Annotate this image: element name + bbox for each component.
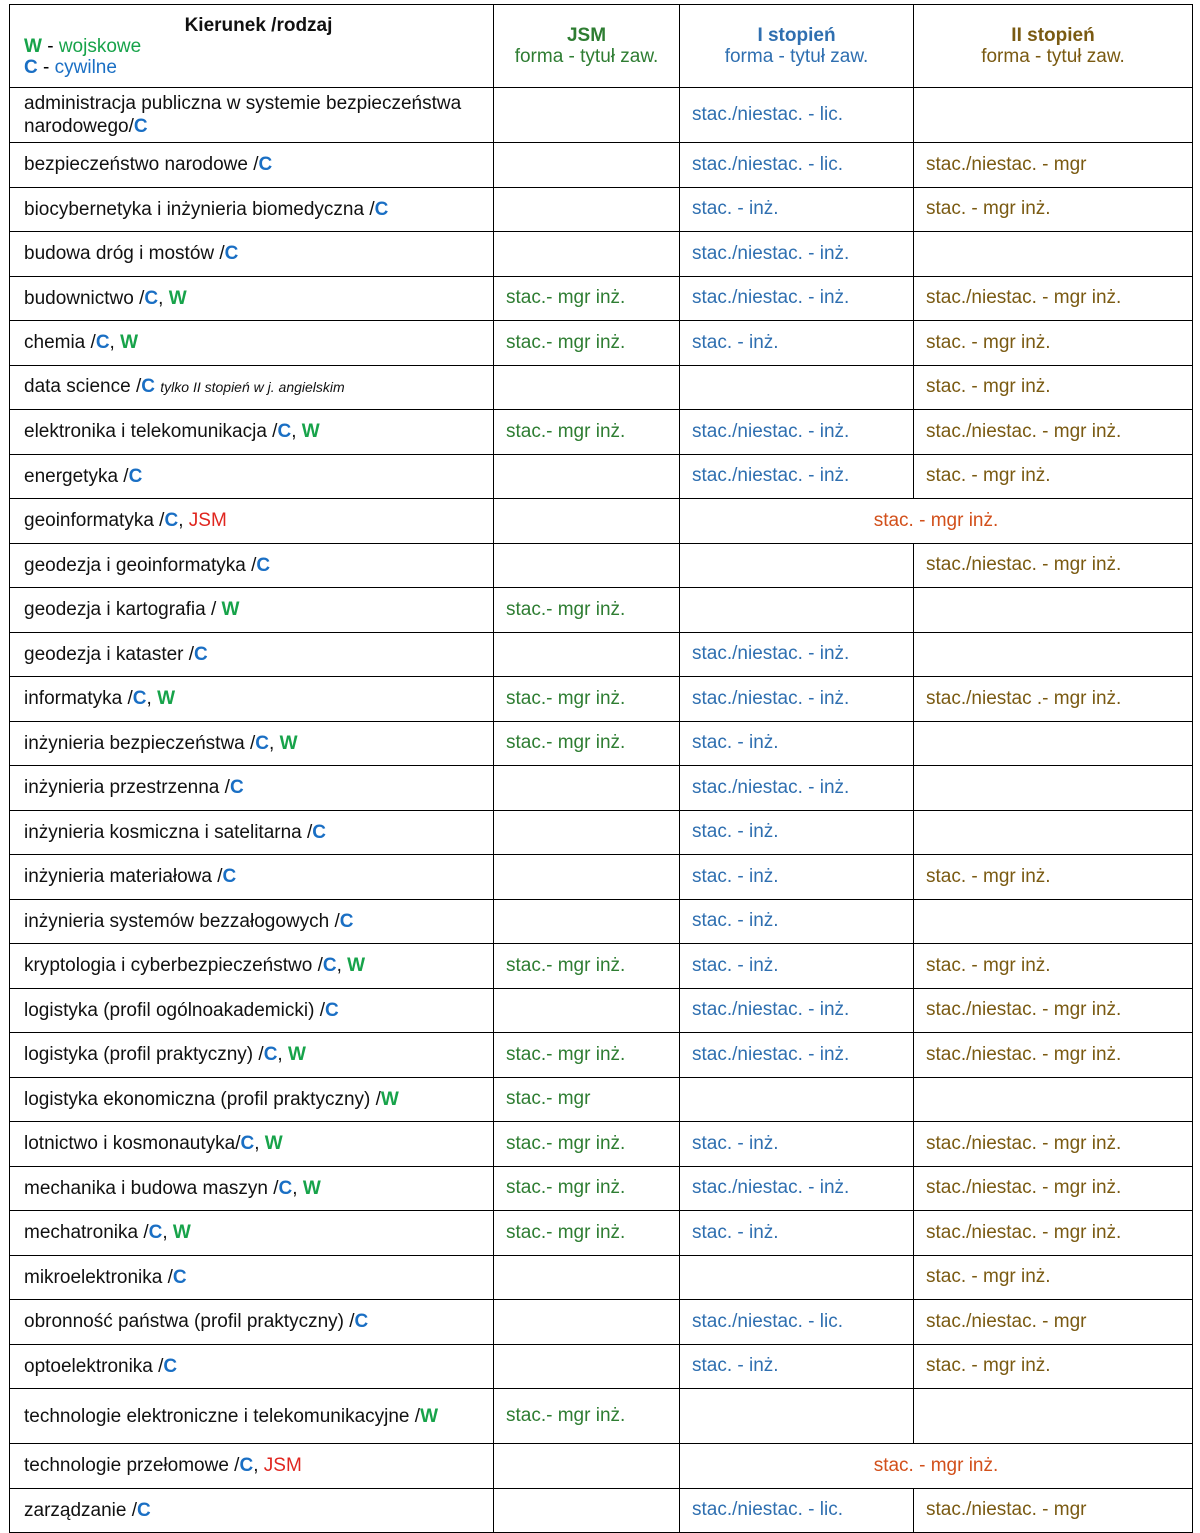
type-tag-c: C <box>263 1044 278 1066</box>
programs-table-wrapper <box>9 4 1192 1533</box>
program-name: inżynieria systemów bezzałogowych / <box>24 910 340 932</box>
table-row <box>10 1077 1193 1122</box>
stopien2-cell: stac. - mgr inż. <box>914 454 1193 499</box>
type-tag-w: W <box>172 1222 191 1244</box>
header-stopien2 <box>914 5 1193 88</box>
stopien2-cell: stac./niestac. - mgr <box>914 1300 1193 1345</box>
tag-separator: , <box>292 1177 303 1199</box>
stopien1-cell <box>680 588 914 633</box>
program-name: geodezja i geoinformatyka / <box>24 554 257 576</box>
program-name: inżynieria materiałowa / <box>24 866 223 888</box>
tag-separator: , <box>277 1044 288 1066</box>
jsm-cell <box>494 1300 680 1345</box>
type-tag-c: C <box>172 1266 187 1288</box>
table-row <box>10 677 1193 722</box>
type-tag-w: W <box>157 688 175 710</box>
stopien1-cell: stac./niestac. - lic. <box>680 143 914 188</box>
jsm-cell <box>494 454 680 499</box>
type-tag-jsm: JSM <box>263 1455 302 1477</box>
stopien1-cell: stac. - inż. <box>680 721 914 766</box>
stopien2-cell: stac. - mgr inż. <box>914 321 1193 366</box>
program-name: mechatronika / <box>24 1222 149 1244</box>
program-name: bezpieczeństwo narodowe / <box>24 154 259 176</box>
stopien2-cell: stac. - mgr inż. <box>914 944 1193 989</box>
program-name: technologie przełomowe / <box>24 1455 240 1477</box>
type-tag-w: W <box>120 332 139 354</box>
stopien1-cell <box>680 1389 914 1444</box>
type-tag-c: C <box>312 821 327 843</box>
type-tag-c: C <box>239 1455 254 1477</box>
header-stopien1-title: I stopień <box>757 25 836 46</box>
stopien2-cell <box>914 810 1193 855</box>
type-tag-c: C <box>354 1311 369 1333</box>
program-name-cell <box>10 944 494 989</box>
stopien1-cell <box>680 1255 914 1300</box>
header-kierunek-title: Kierunek /rodzaj <box>184 14 333 36</box>
stopien1-cell: stac./niestac. - lic. <box>680 88 914 143</box>
type-tag-c: C <box>137 1499 151 1521</box>
stopien1-cell: stac./niestac. - inż. <box>680 1033 914 1078</box>
stopien2-cell: stac. - mgr inż. <box>914 855 1193 900</box>
stopien2-cell: stac. - mgr inż. <box>914 187 1193 232</box>
stopien1-cell: stac. - inż. <box>680 944 914 989</box>
program-name-cell <box>10 454 494 499</box>
program-name-cell <box>10 88 494 143</box>
type-tag-w: W <box>279 732 298 754</box>
type-tag-c: C <box>255 732 270 754</box>
jsm-cell <box>494 899 680 944</box>
table-row <box>10 855 1193 900</box>
program-name: biocybernetyka i inżynieria biomedyczna / <box>24 198 375 220</box>
program-name-cell <box>10 1300 494 1345</box>
table-row <box>10 632 1193 677</box>
jsm-cell: stac.- mgr inż. <box>494 321 680 366</box>
program-name-cell <box>10 1444 494 1489</box>
stopien2-cell <box>914 88 1193 143</box>
jsm-cell: stac.- mgr inż. <box>494 1033 680 1078</box>
program-name: mikroelektronika / <box>24 1266 173 1288</box>
type-tag-c: C <box>322 955 337 977</box>
merged-stopien-cell: stac. - mgr inż. <box>680 1444 1193 1489</box>
table-row <box>10 232 1193 277</box>
jsm-cell <box>494 143 680 188</box>
stopien2-cell <box>914 232 1193 277</box>
type-tag-w: W <box>264 1133 283 1155</box>
stopien1-cell: stac./niestac. - inż. <box>680 1166 914 1211</box>
stopien2-cell: stac./niestac. - mgr inż. <box>914 1211 1193 1256</box>
table-row <box>10 276 1193 321</box>
program-name: energetyka / <box>24 465 129 487</box>
table-row <box>10 454 1193 499</box>
tag-separator: , <box>178 510 189 532</box>
jsm-cell <box>494 365 680 410</box>
program-name-cell <box>10 1344 494 1389</box>
header-jsm <box>494 5 680 88</box>
jsm-cell: stac.- mgr inż. <box>494 1389 680 1444</box>
stopien1-cell <box>680 365 914 410</box>
program-name: elektronika i telekomunikacja / <box>24 421 278 443</box>
type-tag-c: C <box>132 688 147 710</box>
legend-c <box>24 57 117 78</box>
program-name: inżynieria bezpieczeństwa / <box>24 732 256 754</box>
type-tag-w: W <box>287 1044 306 1066</box>
program-name-cell <box>10 810 494 855</box>
tag-separator: , <box>109 332 121 354</box>
stopien1-cell: stac./niestac. - inż. <box>680 766 914 811</box>
table-header-row <box>10 5 1193 88</box>
tag-separator: , <box>146 688 158 710</box>
jsm-cell: stac.- mgr inż. <box>494 1211 680 1256</box>
jsm-cell <box>494 88 680 143</box>
type-tag-c: C <box>163 1355 178 1377</box>
jsm-cell: stac.- mgr <box>494 1077 680 1122</box>
program-name: administracja publiczna w systemie bezpieczeństwa narodowego/ <box>24 93 462 137</box>
type-tag-c: C <box>278 1177 293 1199</box>
program-name-cell <box>10 588 494 633</box>
table-row <box>10 988 1193 1033</box>
type-tag-w: W <box>302 1177 321 1199</box>
jsm-cell <box>494 1488 680 1533</box>
program-name-cell <box>10 677 494 722</box>
type-tag-c: C <box>258 154 273 176</box>
program-name-cell <box>10 855 494 900</box>
stopien1-cell <box>680 1077 914 1122</box>
program-name-cell <box>10 1211 494 1256</box>
type-tag-c: C <box>148 1222 163 1244</box>
program-name-cell <box>10 721 494 766</box>
header-stopien1-sub: forma - tytuł zaw. <box>724 46 869 67</box>
table-row <box>10 810 1193 855</box>
program-name-cell <box>10 1033 494 1078</box>
program-name-cell <box>10 499 494 544</box>
stopien1-cell: stac. - inż. <box>680 1122 914 1167</box>
stopien2-cell: stac./niestac. - mgr inż. <box>914 1166 1193 1211</box>
stopien1-cell <box>680 543 914 588</box>
type-tag-c: C <box>374 198 389 220</box>
program-name-cell <box>10 187 494 232</box>
program-name-cell <box>10 321 494 366</box>
table-row <box>10 88 1193 143</box>
program-name: obronność państwa (profil praktyczny) / <box>24 1311 355 1333</box>
stopien2-cell: stac. - mgr inż. <box>914 1255 1193 1300</box>
program-name-cell <box>10 232 494 277</box>
program-name-cell <box>10 766 494 811</box>
program-name: data science / <box>24 376 142 398</box>
stopien2-cell: stac./niestac. - mgr inż. <box>914 988 1193 1033</box>
stopien2-cell: stac./niestac. - mgr inż. <box>914 276 1193 321</box>
tag-separator: , <box>336 955 348 977</box>
jsm-cell <box>494 810 680 855</box>
type-tag-c: C <box>324 999 339 1021</box>
type-tag-w: W <box>420 1405 438 1427</box>
program-name-cell <box>10 410 494 455</box>
jsm-cell: stac.- mgr inż. <box>494 276 680 321</box>
stopien1-cell: stac./niestac. - inż. <box>680 454 914 499</box>
type-tag-c: C <box>133 116 148 137</box>
program-name: mechanika i budowa maszyn / <box>24 1177 279 1199</box>
stopien1-cell: stac./niestac. - inż. <box>680 232 914 277</box>
header-jsm-title: JSM <box>566 25 607 46</box>
stopien1-cell: stac./niestac. - lic. <box>680 1488 914 1533</box>
stopien1-cell: stac./niestac. - inż. <box>680 988 914 1033</box>
table-row <box>10 1166 1193 1211</box>
stopien2-cell: stac./niestac. - mgr <box>914 143 1193 188</box>
table-row <box>10 1255 1193 1300</box>
program-name: budowa dróg i mostów / <box>24 243 225 265</box>
jsm-cell: stac.- mgr inż. <box>494 677 680 722</box>
jsm-cell: stac.- mgr inż. <box>494 721 680 766</box>
stopien1-cell: stac. - inż. <box>680 899 914 944</box>
stopien1-cell: stac. - inż. <box>680 1344 914 1389</box>
legend-c-label: cywilne <box>54 56 117 78</box>
table-body <box>10 88 1193 1533</box>
program-name-cell <box>10 1166 494 1211</box>
jsm-cell <box>494 1255 680 1300</box>
legend-w <box>24 36 141 57</box>
table-row <box>10 899 1193 944</box>
jsm-cell <box>494 988 680 1033</box>
jsm-cell <box>494 632 680 677</box>
program-name: logistyka (profil ogólnoakademicki) / <box>24 999 325 1021</box>
header-jsm-sub: forma - tytuł zaw. <box>514 46 659 67</box>
program-name: logistyka (profil praktyczny) / <box>24 1044 264 1066</box>
program-name-cell <box>10 1255 494 1300</box>
type-tag-w: W <box>301 421 320 443</box>
program-name-cell <box>10 276 494 321</box>
stopien2-cell: stac./niestac. - mgr <box>914 1488 1193 1533</box>
stopien2-cell <box>914 1389 1193 1444</box>
table-row <box>10 1211 1193 1256</box>
program-name: logistyka ekonomiczna (profil praktyczny) / <box>24 1088 381 1110</box>
program-name: geodezja i kataster / <box>24 643 195 665</box>
header-kierunek <box>10 5 494 88</box>
header-stopien2-title: II stopień <box>1011 25 1095 46</box>
type-tag-c: C <box>256 554 271 576</box>
jsm-cell: stac.- mgr inż. <box>494 944 680 989</box>
stopien2-cell: stac./niestac. - mgr inż. <box>914 543 1193 588</box>
program-name: chemia / <box>24 332 96 354</box>
type-tag-c: C <box>128 465 143 487</box>
type-tag-c: C <box>339 910 354 932</box>
stopien2-cell: stac./niestac. - mgr inż. <box>914 410 1193 455</box>
type-tag-c: C <box>224 243 239 265</box>
legend-c-key: C <box>24 56 38 78</box>
table-row <box>10 1300 1193 1345</box>
stopien1-cell: stac./niestac. - inż. <box>680 632 914 677</box>
stopien1-cell: stac./niestac. - lic. <box>680 1300 914 1345</box>
program-name-cell <box>10 1389 494 1444</box>
table-row <box>10 543 1193 588</box>
header-stopien2-sub: forma - tytuł zaw. <box>981 46 1125 67</box>
tag-separator: , <box>269 732 280 754</box>
jsm-cell: stac.- mgr inż. <box>494 410 680 455</box>
table-row <box>10 187 1193 232</box>
program-name-cell <box>10 1488 494 1533</box>
program-name-cell <box>10 1122 494 1167</box>
type-tag-w: W <box>168 287 187 309</box>
program-name: technologie elektroniczne i telekomunikacyjne / <box>24 1405 421 1427</box>
stopien2-cell <box>914 1077 1193 1122</box>
jsm-cell <box>494 499 680 544</box>
tag-separator: , <box>253 1455 264 1477</box>
table-row <box>10 721 1193 766</box>
type-tag-c: C <box>194 643 208 665</box>
type-tag-c: C <box>95 332 110 354</box>
legend-w-key: W <box>24 35 42 57</box>
stopien1-cell: stac./niestac. - inż. <box>680 276 914 321</box>
type-tag-c: C <box>222 866 237 888</box>
type-tag-c: C <box>144 287 159 309</box>
table-row <box>10 499 1193 544</box>
program-name-cell <box>10 543 494 588</box>
table-row <box>10 410 1193 455</box>
table-row <box>10 766 1193 811</box>
program-name: optoelektronika / <box>24 1355 164 1377</box>
tag-separator: , <box>254 1133 265 1155</box>
table-row <box>10 321 1193 366</box>
tag-separator: , <box>162 1222 173 1244</box>
jsm-cell <box>494 187 680 232</box>
table-row <box>10 143 1193 188</box>
program-name-cell <box>10 1077 494 1122</box>
header-stopien1 <box>680 5 914 88</box>
program-name-cell <box>10 143 494 188</box>
program-name: geoinformatyka / <box>24 510 165 532</box>
program-name: inżynieria przestrzenna / <box>24 777 230 799</box>
stopien1-cell: stac./niestac. - inż. <box>680 410 914 455</box>
stopien1-cell: stac. - inż. <box>680 810 914 855</box>
legend-w-label: wojskowe <box>58 35 142 57</box>
table-row <box>10 365 1193 410</box>
jsm-cell: stac.- mgr inż. <box>494 1122 680 1167</box>
type-tag-c: C <box>240 1133 255 1155</box>
stopien1-cell: stac. - inż. <box>680 321 914 366</box>
stopien2-cell <box>914 766 1193 811</box>
jsm-cell <box>494 1444 680 1489</box>
jsm-cell: stac.- mgr inż. <box>494 1166 680 1211</box>
table-row <box>10 1344 1193 1389</box>
stopien2-cell <box>914 721 1193 766</box>
stopien2-cell: stac./niestac. - mgr inż. <box>914 1033 1193 1078</box>
merged-stopien-cell: stac. - mgr inż. <box>680 499 1193 544</box>
jsm-cell <box>494 766 680 811</box>
table-row <box>10 1122 1193 1167</box>
type-tag-w: W <box>347 955 366 977</box>
jsm-cell <box>494 855 680 900</box>
table-row <box>10 1488 1193 1533</box>
stopien1-cell: stac. - inż. <box>680 187 914 232</box>
program-name-cell <box>10 899 494 944</box>
program-name: kryptologia i cyberbezpieczeństwo / <box>24 955 323 977</box>
program-name: geodezja i kartografia / <box>24 599 222 621</box>
stopien2-cell <box>914 899 1193 944</box>
jsm-cell <box>494 543 680 588</box>
program-name-cell <box>10 365 494 410</box>
program-note: tylko II stopień w j. angielskim <box>160 379 345 396</box>
tag-separator: , <box>291 421 302 443</box>
jsm-cell: stac.- mgr inż. <box>494 588 680 633</box>
stopien1-cell: stac./niestac. - inż. <box>680 677 914 722</box>
table-row <box>10 1389 1193 1444</box>
legend-w-sep: - <box>41 35 59 57</box>
tag-separator: , <box>158 287 169 309</box>
table-row <box>10 1444 1193 1489</box>
type-tag-w: W <box>380 1088 399 1110</box>
type-tag-c: C <box>229 777 244 799</box>
stopien2-cell <box>914 588 1193 633</box>
program-name: inżynieria kosmiczna i satelitarna / <box>24 821 313 843</box>
stopien2-cell: stac. - mgr inż. <box>914 365 1193 410</box>
stopien2-cell: stac./niestac .- mgr inż. <box>914 677 1193 722</box>
program-name: zarządzanie / <box>24 1499 138 1521</box>
stopien1-cell: stac. - inż. <box>680 1211 914 1256</box>
type-tag-w: W <box>221 599 240 621</box>
legend-c-sep: - <box>37 56 55 78</box>
jsm-cell <box>494 1344 680 1389</box>
program-name-cell <box>10 988 494 1033</box>
stopien2-cell <box>914 632 1193 677</box>
stopien2-cell: stac./niestac. - mgr inż. <box>914 1122 1193 1167</box>
type-tag-c: C <box>164 510 179 532</box>
program-name-cell <box>10 632 494 677</box>
table-row <box>10 588 1193 633</box>
type-tag-jsm: JSM <box>188 510 227 532</box>
program-name: informatyka / <box>24 688 133 710</box>
type-tag-c: C <box>277 421 292 443</box>
table-row <box>10 1033 1193 1078</box>
jsm-cell <box>494 232 680 277</box>
type-tag-c: C <box>141 376 155 398</box>
stopien2-cell: stac. - mgr inż. <box>914 1344 1193 1389</box>
table-row <box>10 944 1193 989</box>
stopien1-cell: stac. - inż. <box>680 855 914 900</box>
programs-table <box>9 4 1193 1533</box>
program-name: budownictwo / <box>24 287 145 309</box>
program-name: lotnictwo i kosmonautyka/ <box>24 1133 241 1155</box>
